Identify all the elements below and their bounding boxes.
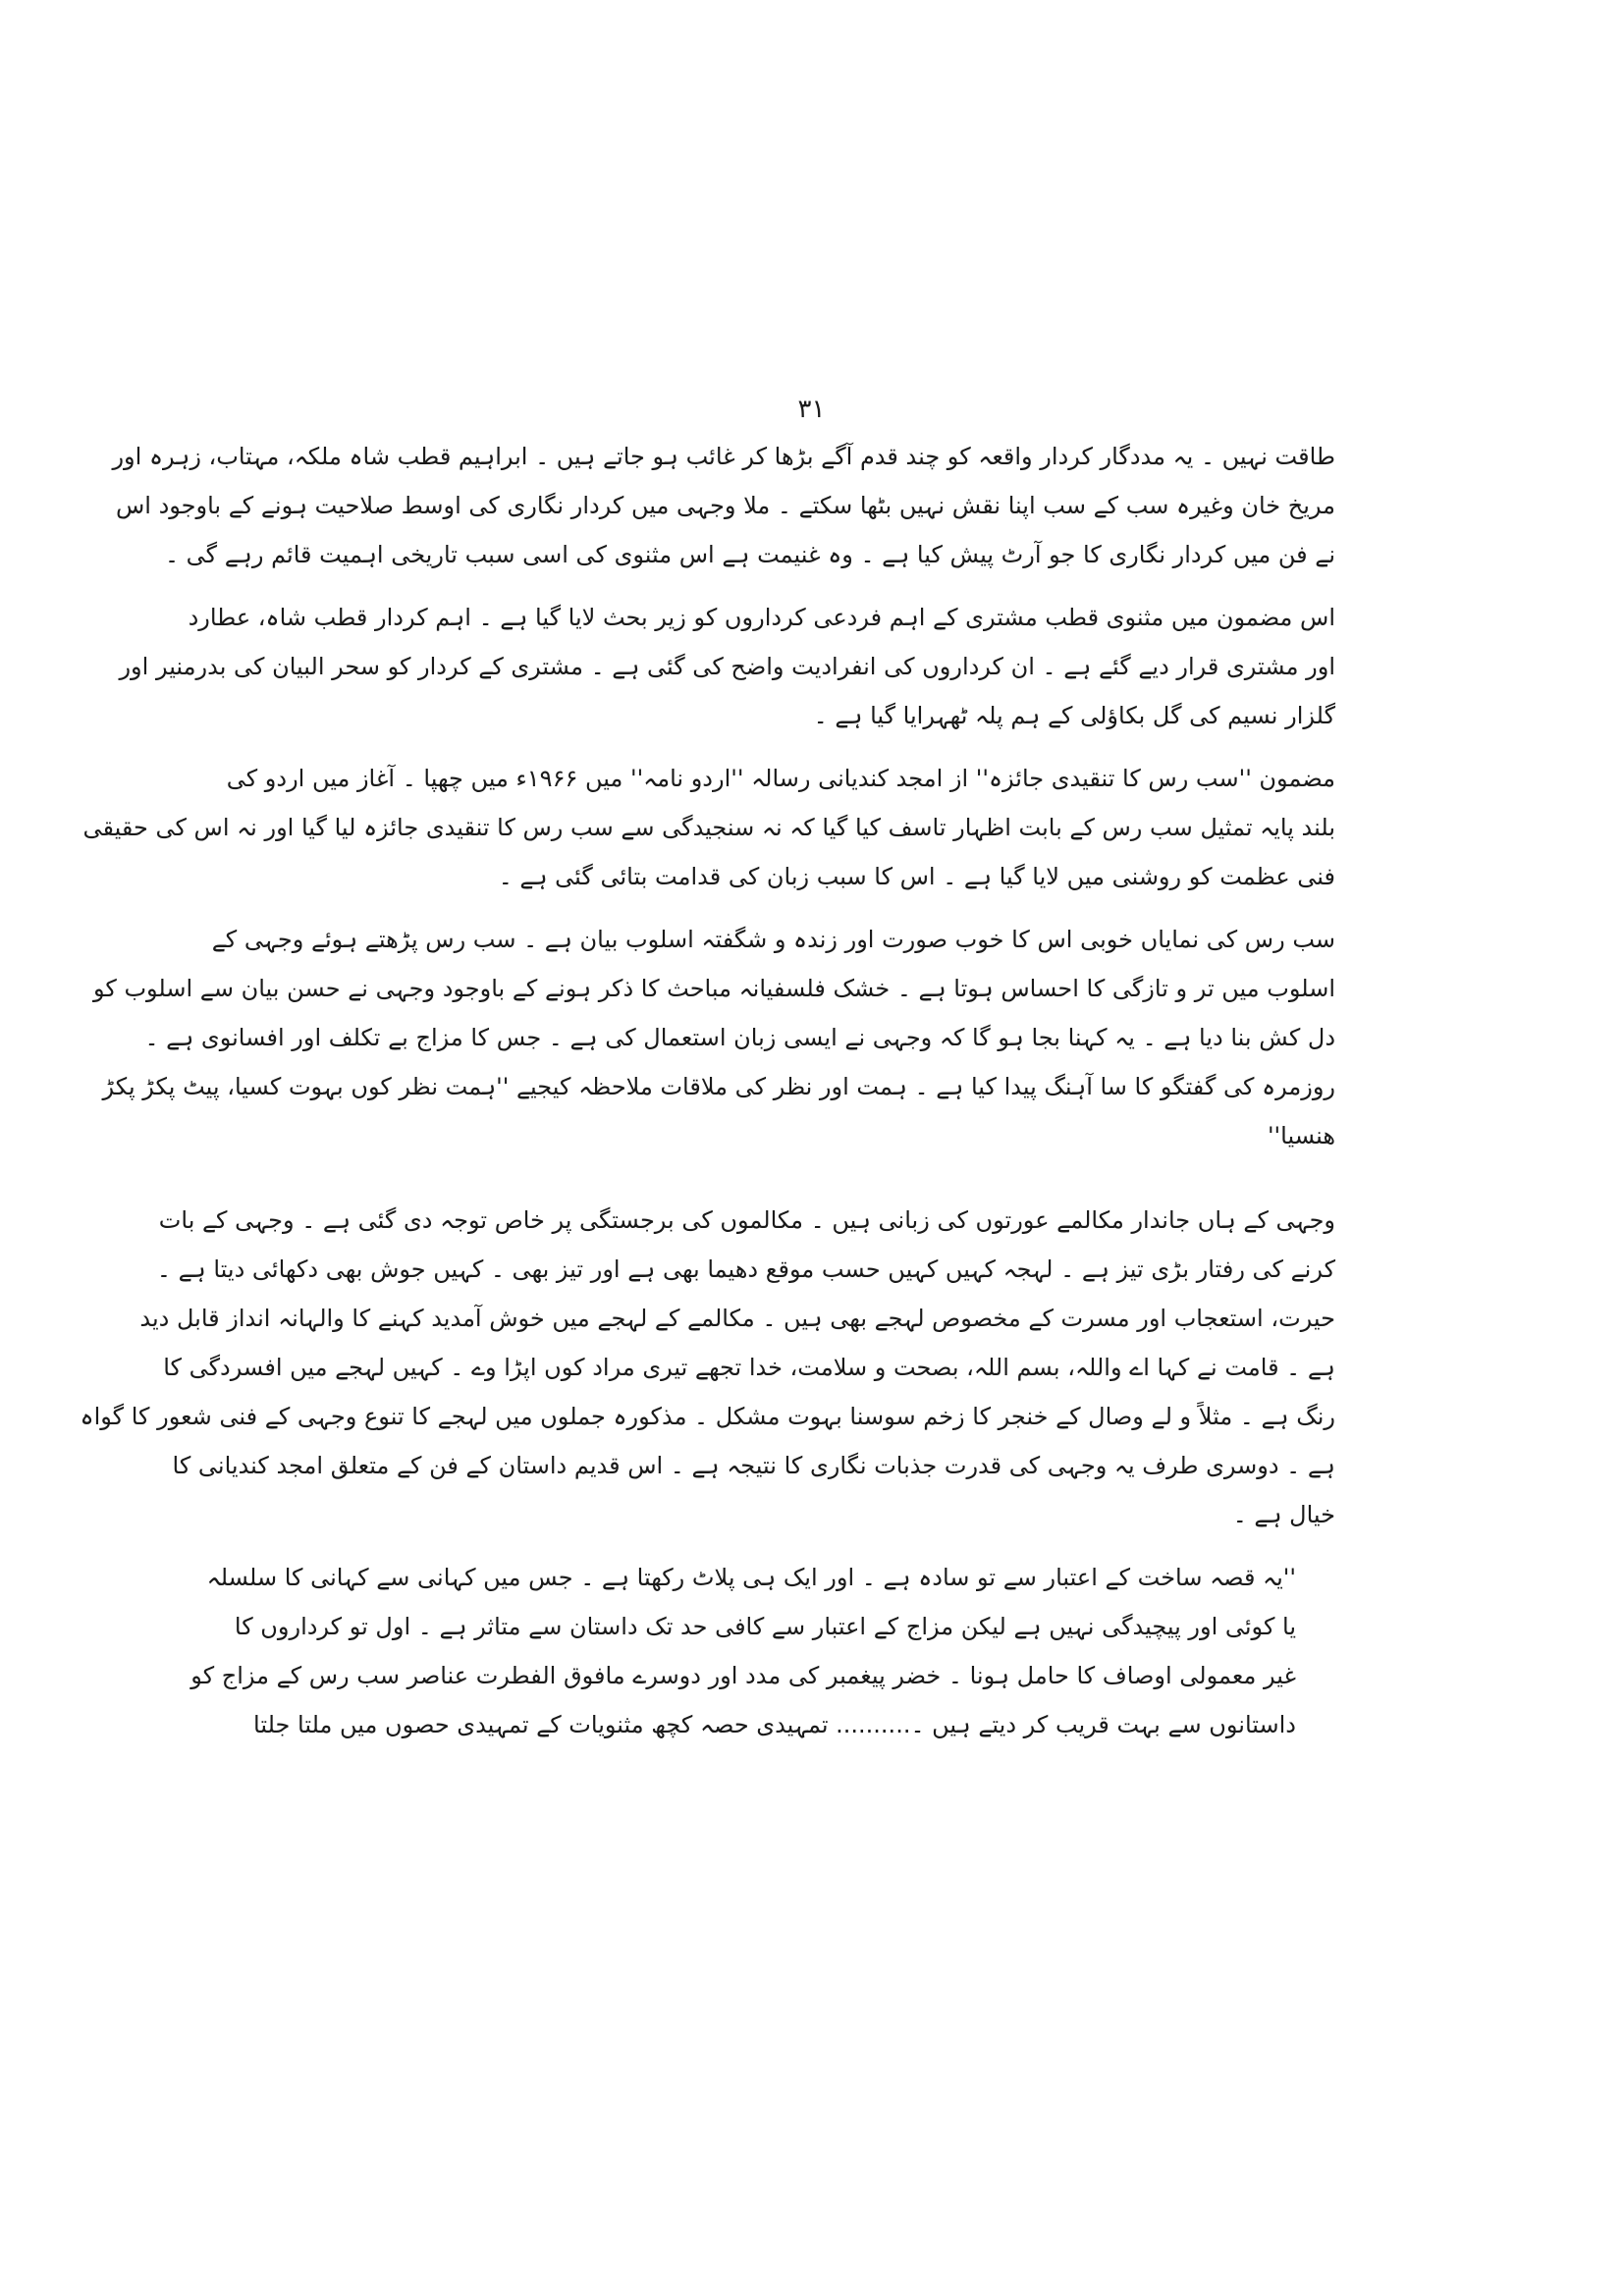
paragraph-2 <box>119 593 1335 740</box>
text-line: ہے ۔ دوسری طرف یہ وجہی کی قدرت جذبات نگاری کا نتیجہ ہے ۔ اس قدیم داستان کے فن کے متعلق امجد کندیانی کا <box>172 1452 1335 1479</box>
text-line: وجہی کے ہاں جاندار مکالمے عورتوں کی زبانی ہیں ۔ مکالموں کی برجستگی پر خاص توجہ دی گئی ہے ۔ وجہی کے بات <box>158 1206 1335 1234</box>
text-line: اس مضمون میں مثنوی قطب مشتری کے اہم فردعی کرداروں کو زیر بحث لایا گیا ہے ۔ اہم کردار قطب شاہ، عطارد <box>188 604 1335 631</box>
text-line: حیرت، استعجاب اور مسرت کے مخصوص لہجے بھی ہیں ۔ مکالمے کے لہجے میں خوش آمدید کہنے کا والہانہ انداز قابل دید <box>139 1305 1335 1332</box>
text-line: کرنے کی رفتار بڑی تیز ہے ۔ لہجہ کہیں کہیں حسب موقع دھیما بھی ہے اور تیز بھی ۔ کہیں جوش بھی دکھائی دیتا ہے ۔ <box>156 1255 1335 1283</box>
text-line: فنی عظمت کو روشنی میں لایا گیا ہے ۔ اس کا سبب زبان کی قدامت بتائی گئی ہے ۔ <box>498 863 1335 890</box>
text-line: اور مشتری قرار دیے گئے ہے ۔ ان کرداروں کی انفرادیت واضح کی گئی ہے ۔ مشتری کے کردار کو سحر البیان کی بدرمنیر اور <box>119 653 1335 680</box>
paragraph-5 <box>80 1196 1335 1539</box>
text-line: روزمرہ کی گفتگو کا سا آہنگ پیدا کیا ہے ۔ ہمت اور نظر کی ملاقات ملاحظہ کیجیے ''ہمت نظر کوں بہوت کسیا، پیٹ پکڑ پکڑ <box>102 1073 1335 1100</box>
text-line: رنگ ہے ۔ مثلاً و لے وصال کے خنجر کا زخم سوسنا بہوت مشکل ۔ مذکورہ جملوں میں لہجے کا تنوع وجہی کے فنی شعور کا گواہ <box>80 1403 1335 1430</box>
text-line: مریخ خان وغیرہ سب کے سب اپنا نقش نہیں بٹھا سکتے ۔ ملا وجہی میں کردار نگاری کی اوسط صلاحیت ہونے کے باوجود اس <box>116 492 1335 519</box>
text-line: دل کش بنا دیا ہے ۔ یہ کہنا بجا ہو گا کہ وجہی نے ایسی زبان استعمال کی ہے ۔ جس کا مزاج بے تکلف اور افسانوی ہے ۔ <box>144 1024 1335 1051</box>
paragraph-1 <box>112 432 1335 579</box>
body-text <box>80 432 1335 1749</box>
quote-line: ''یہ قصہ ساخت کے اعتبار سے تو سادہ ہے ۔ اور ایک ہی پلاٹ رکھتا ہے ۔ جس میں کہانی سے کہانی کا سلسلہ <box>206 1564 1296 1591</box>
text-line: گلزار نسیم کی گل بکاؤلی کے ہم پلہ ٹھہرایا گیا ہے ۔ <box>813 702 1335 729</box>
text-line: سب رس کی نمایاں خوبی اس کا خوب صورت اور زندہ و شگفتہ اسلوب بیان ہے ۔ سب رس پڑھتے ہوئے وجہی کے <box>211 926 1335 953</box>
text-line: ھنسیا'' <box>1267 1122 1335 1149</box>
text-line: ہے ۔ قامت نے کہا اے واللہ، بسم اللہ، بصحت و سلامت، خدا تجھے تیری مراد کوں اپڑا وے ۔ کہیں لہجے میں افسردگی کا <box>163 1354 1335 1381</box>
text-line: طاقت نہیں ۔ یہ مددگار کردار واقعہ کو چند قدم آگے بڑھا کر غائب ہو جاتے ہیں ۔ ابراہیم قطب شاہ ملکہ، مہتاب، زہرہ اور <box>112 443 1335 470</box>
paragraph-4 <box>92 915 1335 1160</box>
page-number: ۳۱ <box>797 395 826 424</box>
text-line: اسلوب میں تر و تازگی کا احساس ہوتا ہے ۔ خشک فلسفیانہ مباحث کا ذکر ہونے کے باوجود وجہی نے حسن بیان سے اسلوب کو <box>92 975 1335 1002</box>
text-line: مضمون ''سب رس کا تنقیدی جائزہ'' از امجد کندیانی رسالہ ''اردو نامہ'' میں ۱۹۶۶ء میں چھپا ۔ آغاز میں اردو کی <box>226 765 1335 792</box>
text-line: نے فن میں کردار نگاری کا جو آرٹ پیش کیا ہے ۔ وہ غنیمت ہے اس مثنوی کی اسی سبب تاریخی اہمیت قائم رہے گی ۔ <box>164 541 1335 568</box>
text-line: بلند پایہ تمثیل سب رس کے بابت اظہار تاسف کیا گیا کہ نہ سنجیدگی سے سب رس کا تنقیدی جائزہ لیا گیا اور نہ اس کی حقیقی <box>82 814 1335 841</box>
quote-line: یا کوئی اور پیچیدگی نہیں ہے لیکن مزاج کے اعتبار سے کافی حد تک داستان سے متاثر ہے ۔ اول تو کرداروں کا <box>234 1613 1296 1640</box>
block-quote <box>190 1553 1296 1749</box>
quote-line: داستانوں سے بہت قریب کر دیتے ہیں ۔.......... تمہیدی حصہ کچھ مثنویات کے تمہیدی حصوں میں ملتا جلتا <box>253 1711 1296 1738</box>
text-line: خیال ہے ۔ <box>1232 1501 1335 1528</box>
quote-line: غیر معمولی اوصاف کا حامل ہونا ۔ خضر پیغمبر کی مدد اور دوسرے مافوق الفطرت عناصر سب رس کے مزاج کو <box>190 1662 1296 1689</box>
paragraph-3 <box>82 754 1335 901</box>
